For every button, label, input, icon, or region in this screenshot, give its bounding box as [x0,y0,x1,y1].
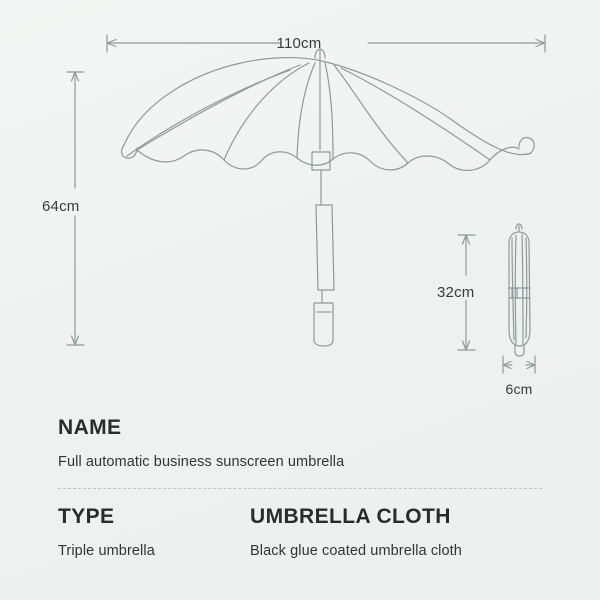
type-column [58,505,250,559]
folded-width-dimension-line [503,356,535,373]
cloth-value: Black glue coated umbrella cloth [250,543,462,559]
folded-height-label: 32cm [437,284,475,301]
open-umbrella-drawing [122,49,535,346]
open-height-label: 64cm [42,198,80,215]
type-cloth-row [58,505,542,559]
name-row [58,400,542,470]
type-heading: TYPE [58,505,115,528]
name-heading: NAME [58,416,122,439]
width-dimension-line [107,35,545,52]
info-divider [58,488,542,489]
cloth-heading: UMBRELLA CLOTH [250,505,451,528]
cloth-column [250,505,542,559]
folded-width-label: 6cm [505,381,533,397]
type-value: Triple umbrella [58,543,155,559]
product-info-block [0,400,600,600]
open-width-label: 110cm [276,35,322,52]
name-value: Full automatic business sunscreen umbrella [58,454,345,470]
